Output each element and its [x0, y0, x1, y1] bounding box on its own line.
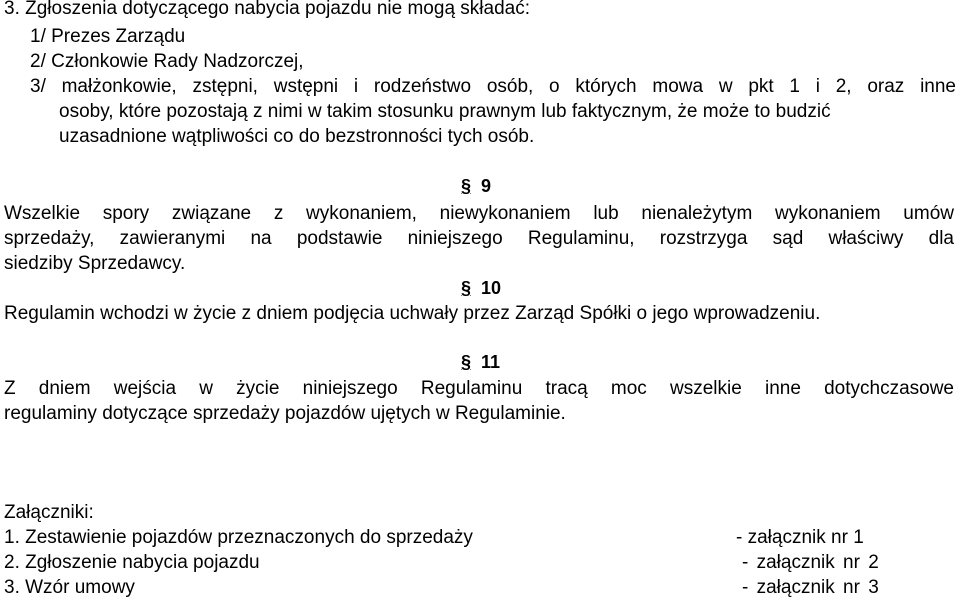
section-9-line2: sprzedaży, zawieranymi na podstawie niniejszego Regulaminu, rozstrzyga sąd właściwy dla — [4, 228, 954, 249]
attachment-ref-2: - załącznik nr 2 — [742, 552, 879, 573]
attachment-item-3 — [4, 575, 135, 600]
section-10-line1: Regulamin wchodzi w życie z dniem podjęcia uchwały przez Zarząd Spółki o jego wprowadzeniu. — [4, 303, 821, 324]
item3-sub3-line3: uzasadnione wątpliwości co do bezstronności tych osób. — [59, 126, 535, 147]
attachment-ref-1: - załącznik nr 1 — [736, 527, 864, 548]
section-11-line1: Z dniem wejścia w życie niniejszego Regulaminu tracą moc wszelkie inne dotychczasowe — [4, 378, 954, 399]
section-sign: § — [461, 278, 472, 298]
attachment-label: 2. Zgłoszenie nabycia pojazdu — [4, 552, 260, 573]
section-sign: § — [461, 352, 472, 372]
attachments-heading: Załączniki: — [4, 502, 94, 523]
item3-sub1: 1/ Prezes Zarządu — [30, 26, 186, 47]
attachment-item-2 — [4, 550, 260, 575]
attachment-item-1 — [4, 525, 473, 550]
item3-sub3-line1: 3/ małżonkowie, zstępni, wstępni i rodzeństwo osób, o których mowa w pkt 1 i 2, oraz inne — [30, 76, 956, 97]
item3-sub3-line2: osoby, które pozostają z nimi w takim stosunku prawnym lub faktycznym, że może to budzić — [59, 101, 831, 122]
item3-sub2: 2/ Członkowie Rady Nadzorczej, — [30, 51, 304, 72]
item3-intro: 3. Zgłoszenia dotyczącego nabycia pojazdu nie mogą składać: — [4, 0, 530, 19]
section-sign: § — [461, 176, 472, 196]
attachment-label: 1. Zestawienie pojazdów przeznaczonych do sprzedaży — [4, 527, 473, 548]
section-11-line2: regulaminy dotyczące sprzedaży pojazdów ujętych w Regulaminie. — [4, 403, 566, 424]
section-9-line3: siedziby Sprzedawcy. — [4, 253, 186, 274]
section-9-number: 9 — [481, 176, 492, 196]
section-10-number: 10 — [481, 278, 502, 298]
section-11-number: 11 — [481, 352, 501, 372]
section-9-heading — [461, 174, 491, 199]
attachment-ref-3: - załącznik nr 3 — [742, 577, 879, 598]
section-9-line1: Wszelkie spory związane z wykonaniem, niewykonaniem lub nienależytym wykonaniem umów — [4, 203, 954, 224]
section-10-heading — [461, 276, 501, 301]
section-11-heading — [461, 350, 500, 375]
attachment-label: 3. Wzór umowy — [4, 577, 135, 598]
